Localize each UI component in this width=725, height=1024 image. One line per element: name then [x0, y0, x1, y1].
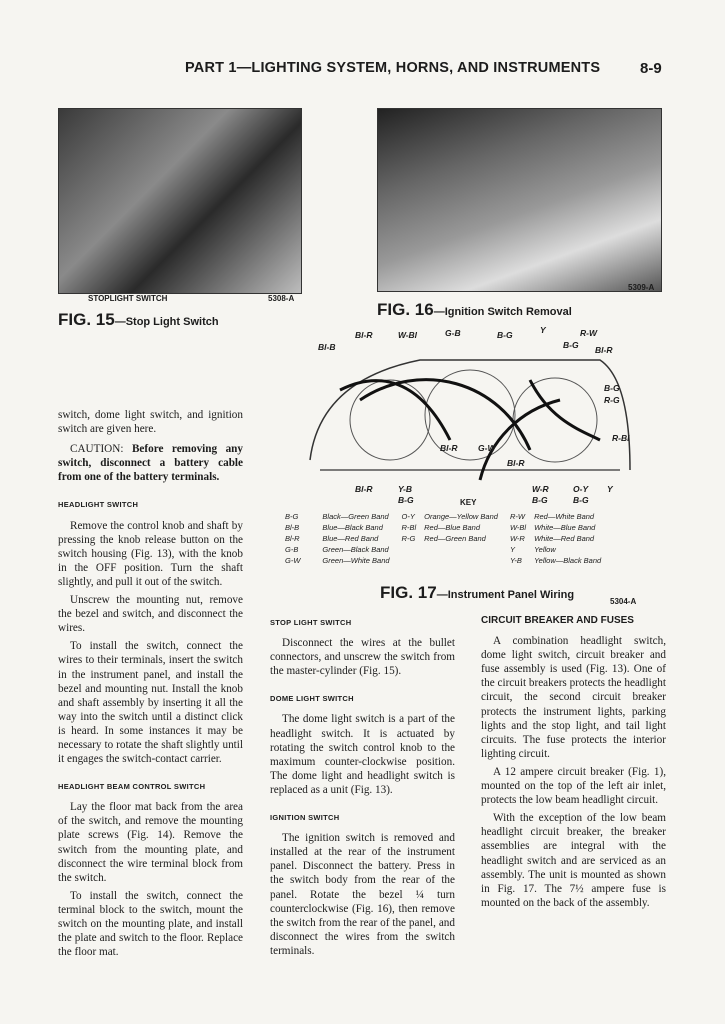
key-code: [402, 544, 425, 555]
key-description: White—Blue Band: [534, 523, 596, 532]
fig15-caption: FIG. 15—Stop Light Switch: [58, 310, 219, 329]
wire-label: Y: [540, 325, 546, 335]
key-description: Blue—Black Band: [322, 523, 383, 532]
figure-code: 5308-A: [268, 294, 295, 303]
wire-label: R-G: [604, 395, 620, 405]
key-description: [424, 555, 510, 566]
key-description: Red—Blue Band: [424, 523, 481, 532]
key-description: Black—Green Band: [322, 512, 389, 521]
key-row: [285, 555, 613, 566]
key-title: KEY: [460, 498, 477, 507]
wire-label: R-W: [580, 328, 597, 338]
instrument-panel-wiring-diagram: [300, 320, 640, 500]
photo-label: STOPLIGHT SWITCH: [88, 294, 168, 303]
wire-label: W-Bl: [398, 330, 418, 340]
key-code: O-Y: [401, 512, 415, 521]
key-description: Yellow—Black Band: [534, 556, 602, 565]
key-code: R-Bl: [401, 523, 417, 532]
wire-label: Bl-R: [440, 443, 458, 453]
key-code: W-R: [509, 534, 525, 543]
middle-column: STOP LIGHT SWITCH Disconnect the wires at the bullet connectors, and unscrew the switch from the master-cylinder (Fig. 15). DOME LIGHT SWITCH The dome light switch is a part of the headlight switch. It is actuated by rotating the switch control knob to the maximum counter-clockwise position. The dome light and headlight switch is replaced as a unit (Fig. 13). IGNITION SWITCH The ignition switch is removed and installed at the rear of the instrument panel. Disconnect the battery. Press in the switch body from the rear of the panel. Rotate the bezel ¼ turn counterclockwise (Fig. 16), then remove the switch from the rear of the panel, and disconnect the wires from the switch terminals.: [270, 618, 455, 957]
wire-label: Y-B: [398, 484, 413, 494]
key-description: Red—White Band: [534, 512, 595, 521]
key-description: Red—Green Band: [424, 534, 486, 543]
wire-label: B-G: [563, 340, 579, 350]
key-code: G-B: [285, 545, 299, 554]
wire-label: R-Bl: [612, 433, 630, 443]
key-description: [424, 544, 510, 555]
key-code: B-G: [285, 512, 299, 521]
key-row: [285, 544, 613, 555]
key-description: Blue—Red Band: [322, 534, 379, 543]
key-description: Green—Black Band: [322, 545, 389, 554]
wire-label: B-G: [497, 330, 513, 340]
key-code: G-W: [285, 556, 301, 565]
key-description: White—Red Band: [534, 534, 595, 543]
wire-label: B-G: [398, 495, 414, 505]
stoplight-switch-photo: [58, 108, 302, 294]
wire-label: B-G: [573, 495, 589, 505]
key-row: [285, 533, 613, 544]
fig17-caption: FIG. 17—Instrument Panel Wiring: [380, 583, 575, 602]
key-code: [402, 555, 425, 566]
key-description: Orange—Yellow Band: [424, 512, 498, 521]
wire-label: W-R: [532, 484, 549, 494]
key-description: Yellow: [534, 545, 556, 554]
wire-label: Bl-R: [595, 345, 613, 355]
ignition-switch-photo: [377, 108, 662, 292]
wire-label: Bl-R: [507, 458, 525, 468]
wire-label: Bl-R: [355, 330, 373, 340]
key-row: [285, 511, 613, 522]
wire-color-key: [285, 511, 613, 566]
page-number: 8-9: [640, 60, 662, 77]
running-header: PART 1—LIGHTING SYSTEM, HORNS, AND INSTRUMENTS: [185, 60, 601, 76]
key-code: Bl-R: [285, 534, 300, 543]
figure-code: 5304-A: [610, 597, 637, 606]
key-code: W-Bl: [509, 523, 527, 532]
wire-label: B-G: [604, 383, 620, 393]
key-code: R-W: [509, 512, 525, 521]
wire-label: G-W: [478, 443, 496, 453]
key-description: Green—White Band: [322, 556, 390, 565]
key-code: R-G: [401, 534, 416, 543]
wire-label: Y: [607, 484, 613, 494]
wire-label: B-G: [532, 495, 548, 505]
wire-label: O-Y: [573, 484, 589, 494]
figure-code: 5309-A: [628, 283, 655, 292]
right-column: CIRCUIT BREAKER AND FUSES A combination headlight switch, dome light switch, circuit breaker and fuse assembly is used (Fig. 13). One of the circuit breakers protects the headlight circuit, the second circuit breaker protects the instrument lights, parking lights and the stop light, and tail light circuits. The fuse protects the interior lighting circuit. A 12 ampere circuit breaker (Fig. 1), mounted on the top of the left air inlet, protects the low beam headlight circuit. With the exception of the low beam headlight circuit breaker, the breaker assemblies are integral with the headlight switch and are serviced as an assembly. The unit is mounted as shown in Fig. 17. The 7½ ampere fuse is mounted on the back of the assembly.: [481, 615, 666, 909]
left-column: switch, dome light switch, and ignition switch are given here. CAUTION: Before removing any switch, disconnect a battery cable from one of the battery terminals. HEADLIGHT SWITCH Remove the control knob and shaft by pressing the knob release button on the switch housing (Fig. 13), with the knob in the OFF position. Turn the shaft slightly, and pull it out of the switch. Unscrew the mounting nut, remove the bezel and switch, and disconnect the wires. To install the switch, connect the wires to their terminals, insert the switch in the instrument panel, and install the bezel and mounting nut. Install the knob and shaft assembly by inserting it all the way into the switch until a distinct click is heard. In some instances it may be necessary to rotate the shaft slightly until it engages the switch-contact carrier. HEADLIGHT BEAM CONTROL SWITCH Lay the floor mat back from the area of the switch, and remove the mounting plate screws (Fig. 14). Remove the switch from the mounting plate, and disconnect the wire terminal block from the switch. To install the switch, connect the terminal block to the switch, mount the switch on the mounting plate, and install the plate and switch to the floor. Replace the floor mat.: [58, 409, 243, 959]
wire-label: Bl-B: [318, 342, 336, 352]
key-code: Y-B: [509, 556, 522, 565]
wire-label: G-B: [445, 328, 461, 338]
key-row: [285, 522, 613, 533]
key-code: Bl-B: [285, 523, 300, 532]
key-code: Y: [509, 545, 515, 554]
wire-label: Bl-R: [355, 484, 373, 494]
fig16-caption: FIG. 16—Ignition Switch Removal: [377, 300, 572, 319]
